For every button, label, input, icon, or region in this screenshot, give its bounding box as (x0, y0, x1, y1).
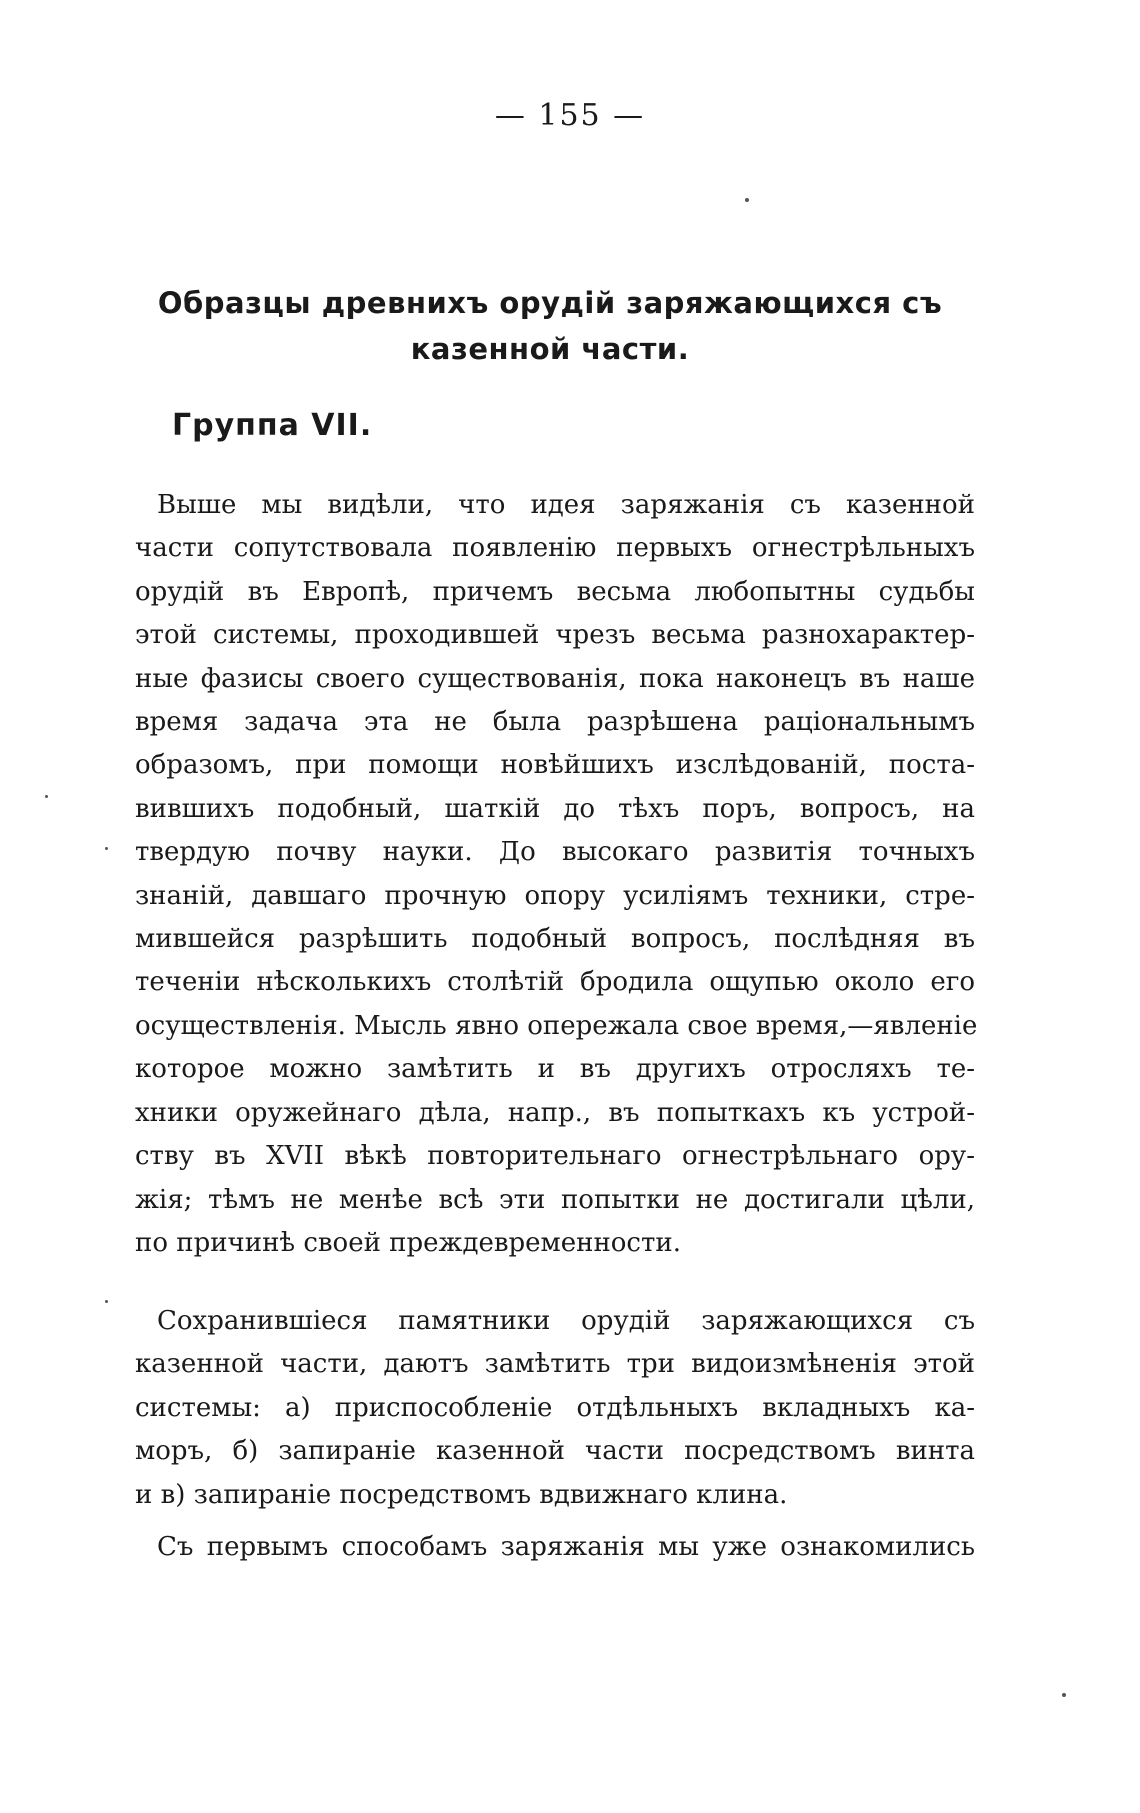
section-title (130, 280, 970, 372)
scan-speck (745, 198, 749, 202)
text-line: теченіи нѣсколькихъ столѣтій бродила ощупью около его (135, 967, 975, 998)
text-line: которое можно замѣтить и въ другихъ отросляхъ те- (135, 1054, 975, 1085)
group-heading: Группа VII. (172, 408, 373, 443)
text-line: ные фазисы своего существованія, пока наконецъ въ наше (135, 663, 975, 694)
scan-speck (105, 847, 108, 850)
text-line: системы: а) приспособленіе отдѣльныхъ вкладныхъ ка- (135, 1392, 975, 1423)
scan-speck (45, 795, 48, 798)
title-line-1: Образцы древнихъ орудій заряжающихся съ (157, 286, 943, 320)
text-line: Сохранившіеся памятники орудій заряжающихся съ (157, 1306, 975, 1336)
text-line: орудій въ Европѣ, причемъ весьма любопытны судьбы (135, 576, 975, 607)
text-line: осуществленія. Мысль явно опережала свое время,—явленіе (135, 1010, 978, 1041)
text-line: казенной части, даютъ замѣтить три видоизмѣненія этой (135, 1349, 975, 1380)
scan-speck (105, 1300, 108, 1303)
text-line: Выше мы видѣли, что идея заряжанія съ казенной (157, 490, 975, 520)
text-line: мившейся разрѣшить подобный вопросъ, послѣдняя въ (135, 924, 975, 955)
text-line: по причинѣ своей преждевременности. (135, 1227, 681, 1258)
text-line: знаній, давшаго прочную опору усиліямъ техники, стре- (135, 880, 975, 911)
text-line: вившихъ подобный, шаткій до тѣхъ поръ, вопросъ, на (135, 793, 975, 824)
text-line: части сопутствовала появленію первыхъ огнестрѣльныхъ (135, 533, 975, 564)
text-line: время задача эта не была разрѣшена раціональнымъ (135, 707, 975, 738)
text-line: твердую почву науки. До высокаго развитія точныхъ (135, 837, 975, 868)
text-line: моръ, б) запираніе казенной части посредствомъ винта (135, 1436, 975, 1467)
text-line: ству въ XVII вѣкѣ повторительнаго огнестрѣльнаго ору- (135, 1141, 975, 1172)
text-line: образомъ, при помощи новѣйшихъ изслѣдованій, поста- (135, 750, 975, 781)
title-line-2: казенной части. (410, 332, 690, 366)
text-line: и в) запираніе посредствомъ вдвижнаго клина. (135, 1479, 788, 1510)
page-number: — 155 — (494, 98, 646, 133)
paragraph-2 (135, 1300, 975, 1517)
paragraph-1 (135, 484, 978, 1265)
text-line: хники оружейнаго дѣла, напр., въ попыткахъ къ устрой- (135, 1097, 975, 1128)
scan-speck (1062, 1693, 1066, 1697)
text-line: этой системы, проходившей чрезъ весьма разнохарактер- (135, 620, 975, 651)
text-line: Съ первымъ способамъ заряжанія мы уже ознакомились (157, 1532, 975, 1562)
paragraph-3 (135, 1526, 975, 1569)
text-line: жія; тѣмъ не менѣе всѣ эти попытки не достигали цѣли, (135, 1184, 975, 1215)
